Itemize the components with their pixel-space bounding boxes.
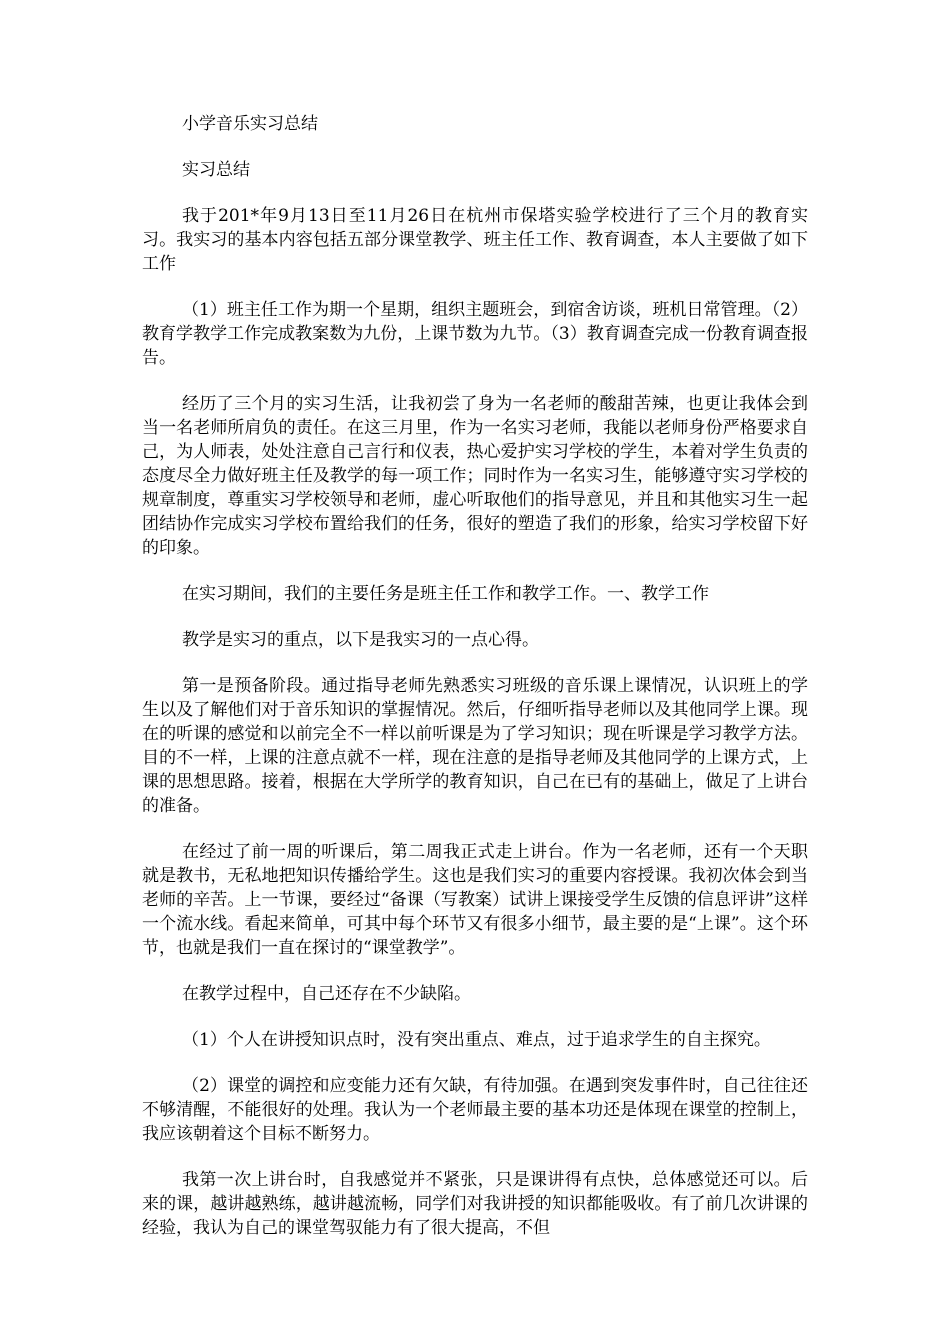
paragraph-work-items: （1）班主任工作为期一个星期，组织主题班会，到宿舍访谈，班机日常管理。（2）教育学教学工作完成教案数为九份，上课节数为九节。（3）教育调查完成一份教育调查报告。	[142, 300, 808, 368]
paragraph-preparation: 第一是预备阶段。通过指导老师先熟悉实习班级的音乐课上课情况，认识班上的学生以及了解他们对于音乐知识的掌握情况。然后，仔细听指导老师以及其他同学上课。现在的听课的感觉和以前完全不一样以前听课是为了学习知识；现在听课是学习教学方法。目的不一样，上课的注意点就不一样，现在注意的是指导老师及其他同学的上课方式，上课的思想思路。接着，根据在大学所学的教育知识，自己在已有的基础上，做足了上讲台的准备。	[142, 676, 808, 816]
paragraph-main-tasks: 在实习期间，我们的主要任务是班主任工作和教学工作。一、教学工作	[182, 584, 709, 604]
document-body	[142, 112, 808, 1262]
paragraph-shortcoming-2: （2）课堂的调控和应变能力还有欠缺，有待加强。在遇到突发事件时，自己往往还不够清醒，不能很好的处理。我认为一个老师最主要的基本功还是体现在课堂的控制上，我应该朝着这个目标不断努力。	[142, 1076, 808, 1144]
document-subtitle: 实习总结	[182, 160, 250, 180]
paragraph-teaching-focus: 教学是实习的重点，以下是我实习的一点心得。	[182, 630, 539, 650]
document-title: 小学音乐实习总结	[182, 114, 318, 134]
paragraph-intro: 我于201*年9月13日至11月26日在杭州市保塔实验学校进行了三个月的教育实习。我实习的基本内容包括五部分课堂教学、班主任工作、教育调查，本人主要做了如下工作	[142, 206, 808, 274]
paragraph-shortcomings: 在教学过程中，自己还存在不少缺陷。	[182, 984, 471, 1004]
paragraph-experience: 经历了三个月的实习生活，让我初尝了身为一名老师的酸甜苦辣，也更让我体会到当一名老师所肩负的责任。在这三月里，作为一名实习老师，我能以老师身份严格要求自己，为人师表，处处注意自己言行和仪表，热心爱护实习学校的学生，本着对学生负责的态度尽全力做好班主任及教学的每一项工作；同时作为一名实习生，能够遵守实习学校的规章制度，尊重实习学校领导和老师，虚心听取他们的指导意见，并且和其他实习生一起团结协作完成实习学校布置给我们的任务，很好的塑造了我们的形象，给实习学校留下好的印象。	[142, 394, 808, 558]
paragraph-first-time: 我第一次上讲台时，自我感觉并不紧张，只是课讲得有点快，总体感觉还可以。后来的课，越讲越熟练，越讲越流畅，同学们对我讲授的知识都能吸收。有了前几次讲课的经验，我认为自己的课堂驾驭能力有了很大提高，不但	[142, 1170, 808, 1238]
paragraph-first-lecture: 在经过了前一周的听课后，第二周我正式走上讲台。作为一名老师，还有一个天职就是教书，无私地把知识传播给学生。这也是我们实习的重要内容授课。我初次体会到当老师的辛苦。上一节课，要经过“备课（写教案）试讲上课接受学生反馈的信息评讲”这样一个流水线。看起来简单，可其中每个环节又有很多小细节，最主要的是“上课”。这个环节，也就是我们一直在探讨的“课堂教学”。	[142, 842, 808, 958]
paragraph-shortcoming-1: （1）个人在讲授知识点时，没有突出重点、难点，过于追求学生的自主探究。	[182, 1030, 771, 1050]
